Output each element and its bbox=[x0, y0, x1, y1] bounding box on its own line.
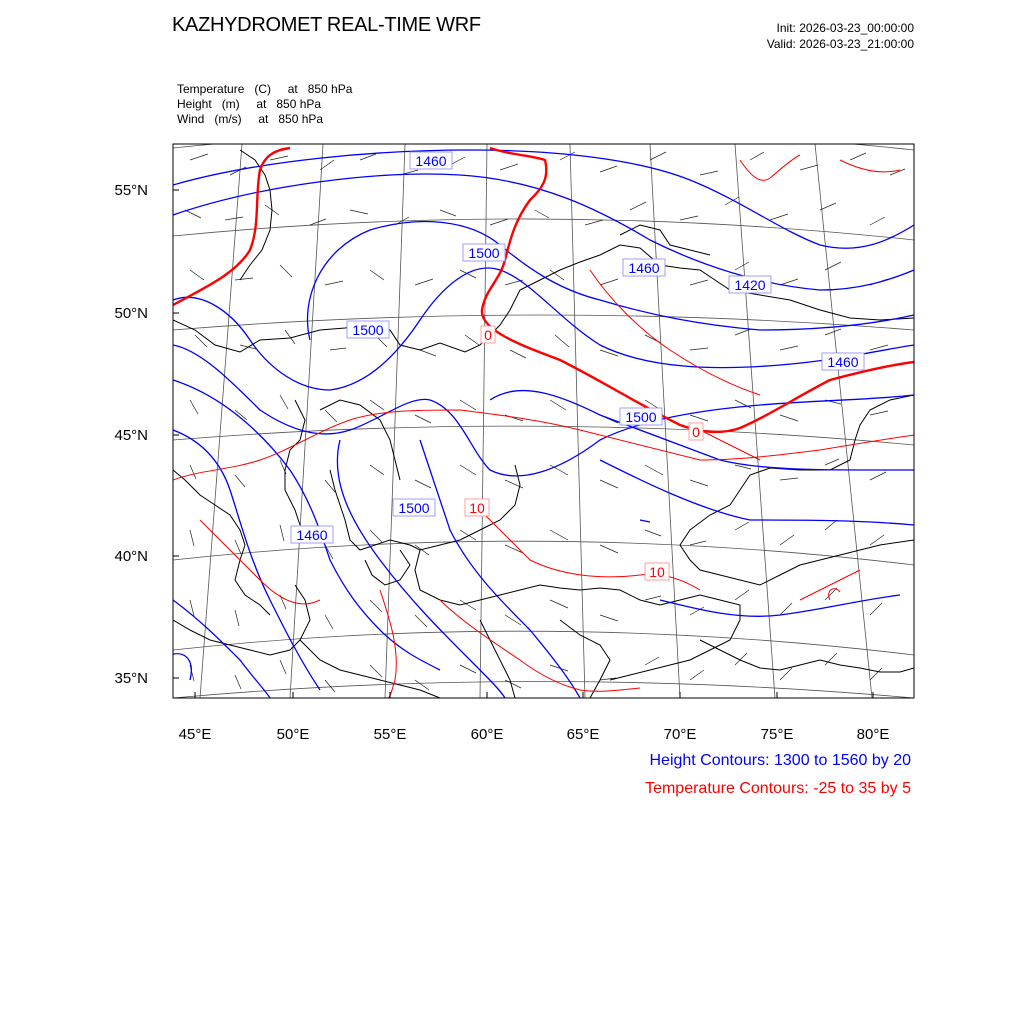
lon-label: 45°E bbox=[178, 726, 212, 743]
height-label: 1500 bbox=[352, 322, 384, 338]
field-height: Height (m) at 850 hPa bbox=[177, 97, 322, 111]
height-label: 1500 bbox=[398, 500, 430, 516]
height-contour-labels bbox=[291, 152, 864, 543]
lat-label: 35°N bbox=[114, 670, 148, 687]
lat-label: 55°N bbox=[114, 182, 148, 199]
temperature-label: 10 bbox=[649, 564, 665, 580]
valid-time: Valid: 2026-03-23_21:00:00 bbox=[766, 37, 914, 51]
lat-label: 50°N bbox=[114, 305, 148, 322]
lon-label: 60°E bbox=[470, 726, 504, 743]
height-label: 1500 bbox=[625, 409, 657, 425]
temperature-label: 10 bbox=[469, 500, 485, 516]
height-label: 1460 bbox=[296, 527, 328, 543]
lat-label: 45°N bbox=[114, 427, 148, 444]
height-label: 1420 bbox=[734, 277, 766, 293]
temperature-label: 0 bbox=[692, 424, 700, 440]
lat-label: 40°N bbox=[114, 548, 148, 565]
latitude-labels bbox=[114, 182, 148, 687]
field-wind: Wind (m/s) at 850 hPa bbox=[177, 112, 324, 126]
lon-label: 80°E bbox=[856, 726, 890, 743]
field-temperature: Temperature (C) at 850 hPa bbox=[177, 82, 353, 96]
height-label: 1460 bbox=[827, 354, 859, 370]
lon-label: 65°E bbox=[566, 726, 600, 743]
height-label: 1460 bbox=[628, 260, 660, 276]
longitude-labels bbox=[179, 726, 890, 743]
init-time: Init: 2026-03-23_00:00:00 bbox=[776, 21, 914, 35]
temperature-contour-legend: Temperature Contours: -25 to 35 by 5 bbox=[645, 780, 911, 797]
height-label: 1500 bbox=[468, 245, 500, 261]
lon-label: 50°E bbox=[276, 726, 310, 743]
axis-ticks bbox=[173, 190, 873, 698]
height-contours bbox=[170, 150, 914, 698]
lon-label: 70°E bbox=[663, 726, 697, 743]
lon-label: 55°E bbox=[373, 726, 407, 743]
map-title: KAZHYDROMET REAL-TIME WRF bbox=[172, 14, 481, 36]
height-label: 1460 bbox=[415, 153, 447, 169]
map-layers bbox=[170, 129, 914, 698]
height-contour-legend: Height Contours: 1300 to 1560 by 20 bbox=[649, 752, 911, 769]
temperature-label: 0 bbox=[484, 327, 492, 343]
lon-label: 75°E bbox=[760, 726, 794, 743]
